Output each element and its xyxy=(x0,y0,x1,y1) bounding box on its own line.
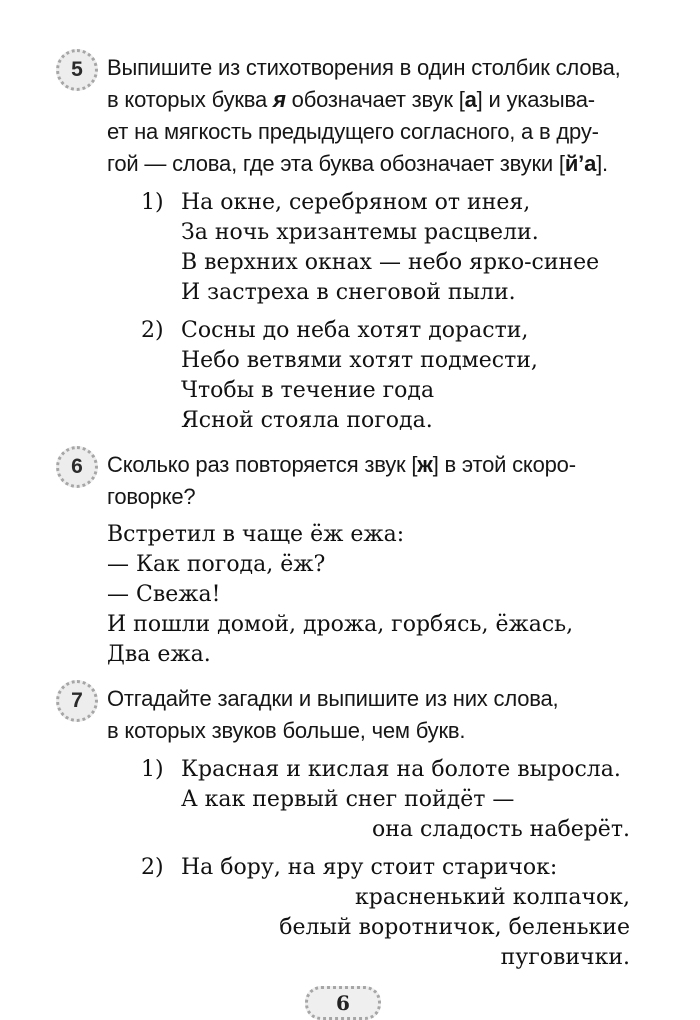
task-number: 6 xyxy=(71,455,83,478)
instruction-line xyxy=(107,116,630,148)
text-segment: ] и указыва- xyxy=(476,87,595,112)
task-instruction xyxy=(107,683,630,747)
task-instruction xyxy=(107,52,630,180)
instruction-line xyxy=(107,683,630,715)
item-line: И застреха в снеговой пыли. xyxy=(181,280,516,305)
instruction-line xyxy=(107,715,630,747)
text-segment: обозначает звук [ xyxy=(285,87,465,112)
text-segment: говорке? xyxy=(107,484,196,509)
twister-line: И пошли домой, дрожа, горбясь, ёжась, xyxy=(107,612,574,637)
task-body xyxy=(107,52,630,436)
task-number: 7 xyxy=(71,689,83,712)
numbered-item xyxy=(107,316,630,436)
item-marker: 2) xyxy=(141,318,164,343)
item-lines xyxy=(181,853,630,973)
item-marker: 2) xyxy=(141,855,164,880)
text-segment: Отгадайте загадки и выпишите из них слова, xyxy=(107,686,559,711)
item-line: красненький колпачок, xyxy=(355,885,630,910)
text-segment: я xyxy=(272,87,286,112)
item-line: На окне, серебряном от инея, xyxy=(181,190,531,215)
twister-line: Два ежа. xyxy=(107,642,211,667)
item-line: Красная и кислая на болоте выросла. xyxy=(181,757,621,782)
task-number: 5 xyxy=(71,58,83,81)
item-line: Чтобы в течение года xyxy=(181,378,435,403)
task-number-badge xyxy=(56,446,98,488)
text-segment: гой — слова, где эта буква обозначает звуки [ xyxy=(107,151,565,176)
text-segment: ] в этой скоро- xyxy=(432,452,576,477)
instruction-line xyxy=(107,148,630,180)
task-6 xyxy=(56,449,630,670)
instruction-line xyxy=(107,84,630,116)
tongue-twister xyxy=(107,520,630,670)
text-segment: в которых звуков больше, чем букв. xyxy=(107,718,466,743)
item-line: В верхних окнах — небо ярко-синее xyxy=(181,250,600,275)
item-marker: 1) xyxy=(141,190,164,215)
item-line: белый воротничок, беленькие пуговички. xyxy=(279,915,630,970)
item-lines xyxy=(181,188,630,308)
page-footer xyxy=(56,986,630,1020)
item-line: А как первый снег пойдёт — xyxy=(181,787,515,812)
page-number-badge xyxy=(305,986,381,1020)
item-line: она сладость наберёт. xyxy=(372,817,630,842)
task-body xyxy=(107,683,630,973)
task-instruction xyxy=(107,449,630,513)
page-number: 6 xyxy=(336,991,350,1015)
task-number-badge xyxy=(56,680,98,722)
text-segment: ]. xyxy=(596,151,608,176)
numbered-item xyxy=(107,188,630,308)
instruction-line xyxy=(107,52,630,84)
item-lines xyxy=(181,316,630,436)
text-segment: й’а xyxy=(564,151,597,176)
twister-line: — Свежа! xyxy=(107,582,221,607)
twister-line: Встретил в чаще ёж ежа: xyxy=(107,522,405,547)
task-7 xyxy=(56,683,630,973)
item-lines xyxy=(181,755,630,845)
numbered-item xyxy=(107,853,630,973)
item-line: На бору, на яру стоит старичок: xyxy=(181,855,558,880)
text-segment: Сколько раз повторяется звук [ xyxy=(107,452,418,477)
text-segment: ет на мягкость предыдущего согласного, а в дру- xyxy=(107,119,599,144)
text-segment: ж xyxy=(417,452,433,477)
item-line: Ясной стояла погода. xyxy=(181,408,433,433)
task-number-badge xyxy=(56,49,98,91)
task-5 xyxy=(56,52,630,436)
instruction-line xyxy=(107,449,630,481)
tasks-container xyxy=(56,52,630,973)
instruction-line xyxy=(107,481,630,513)
text-segment: а xyxy=(464,87,477,112)
text-segment: Выпишите из стихотворения в один столбик слова, xyxy=(107,55,621,80)
item-marker: 1) xyxy=(141,757,164,782)
item-line: Небо ветвями хотят подмести, xyxy=(181,348,538,373)
item-line: За ночь хризантемы расцвели. xyxy=(181,220,539,245)
text-segment: в которых буква xyxy=(107,87,273,112)
numbered-item xyxy=(107,755,630,845)
item-line: Сосны до неба хотят дорасти, xyxy=(181,318,529,343)
twister-line: — Как погода, ёж? xyxy=(107,552,326,577)
task-body xyxy=(107,449,630,670)
